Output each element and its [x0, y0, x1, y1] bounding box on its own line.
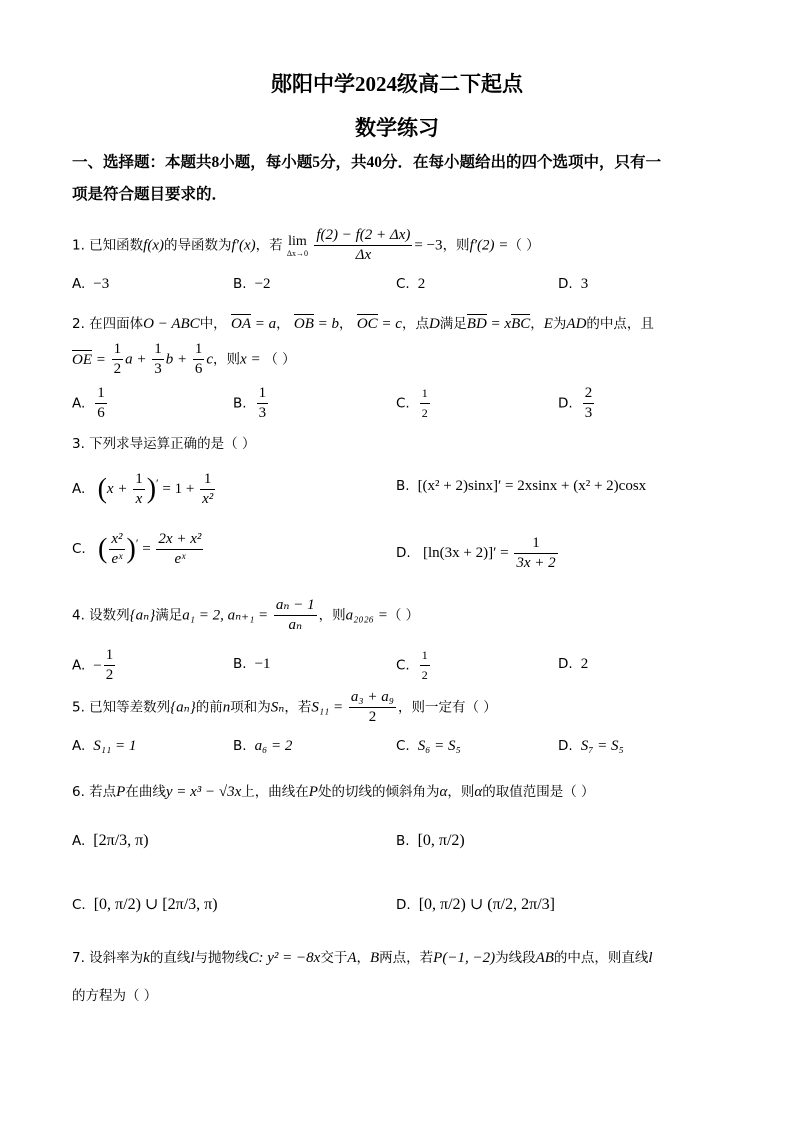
q4-option-a[interactable]: A. − $\frac{1}{2}$ [72, 647, 114, 683]
q2-option-b[interactable]: B. $\frac{1}{3}$ [233, 385, 267, 421]
q6-option-b[interactable]: B. [0, π/2) [396, 832, 465, 849]
q4-option-b[interactable]: B. −1 [233, 656, 271, 672]
q1-option-c[interactable]: C. 2 [396, 276, 426, 292]
q4-option-d[interactable]: D. 2 [558, 656, 589, 672]
school-title: 郧阳中学2024级高二下起点 [271, 72, 523, 96]
question-2-stem-line1: 2. 在四面体O − ABC中， OA = a， OB = b， OC = c，点D满足BD = xBC，E为AD的中点，且 [72, 316, 654, 332]
q3-option-d[interactable]: D. [ln(3x + 2)]′ = $\frac{1}{3x + 2}$ [396, 535, 556, 571]
q2-option-a[interactable]: A. $\frac{1}{6}$ [72, 385, 105, 421]
q1-fraction: $\frac{f(2) - f(2 + \Delta x)}{\Delta x}$ [316, 227, 411, 263]
section-heading-line2: 项是符合题目要求的． [72, 186, 228, 203]
q2-option-d[interactable]: D. $\frac{2}{3}$ [558, 385, 593, 421]
q5-option-a[interactable]: A. S₁₁ = 1 [72, 738, 137, 754]
question-5-stem: 5. 已知等差数列{aₙ}的前n项和为Sₙ，若S₁₁ = $\frac{\text{a₃ + a₉}}{2}$ ，则一定有（ ） [72, 689, 497, 725]
q3-option-a[interactable]: A. (x + $\frac{1}{x}$ )′ = 1 + $\frac{1}{\text{x²}}$ [72, 471, 214, 507]
q5-option-b[interactable]: B. a₆ = 2 [233, 738, 293, 754]
question-7-stem-line1: 7. 设斜率为k的直线l与抛物线C: y² = −8x交于A，B两点，若P(−1, −2)为线段AB的中点，则直线l [72, 950, 653, 966]
q5-option-d[interactable]: D. S₇ = S₅ [558, 738, 624, 754]
q5-option-c[interactable]: C. S₆ = S₅ [396, 738, 461, 754]
q4-option-c[interactable]: C. $\frac{1}{2}$ [396, 648, 428, 682]
q1-option-b[interactable]: B. −2 [233, 276, 271, 292]
question-1-stem: 1. 已知函数f(x)的导函数为f′(x)，若 lim Δx→0 $\frac{f(2) - f(2 + \Delta x)}{\Delta x}$ = −3，则f′(2) =（ ） [72, 227, 540, 263]
q6-option-a[interactable]: A. [2π/3, π) [72, 832, 149, 849]
q6-option-c[interactable]: C. [0, π/2) ∪ [2π/3, π) [72, 896, 218, 913]
q3-option-b[interactable]: B. [(x² + 2)sinx]′ = 2xsinx + (x² + 2)cosx [396, 478, 647, 494]
q6-option-d[interactable]: D. [0, π/2) ∪ (π/2, 2π/3] [396, 896, 555, 913]
section-heading-line1: 一、选择题：本题共8小题，每小题5分，共40分．在每小题给出的四个选项中，只有一 [72, 154, 662, 171]
q1-option-a[interactable]: A. −3 [72, 276, 110, 292]
question-2-stem-line2: OE = $\frac{1}{2}$ a + $\frac{1}{3}$ b + $\frac{1}{6}$ c，则x = （ ） [72, 341, 296, 377]
q1-option-d[interactable]: D. 3 [558, 276, 589, 292]
question-7-stem-line2: 的方程为（ ） [72, 988, 158, 1004]
q3-option-c[interactable]: C. ( $\frac{\text{x²}}{\text{eˣ}}$ )′ = $\frac{\text{2x + x²}}{\text{eˣ}}$ [72, 531, 202, 567]
question-3-stem: 3. 下列求导运算正确的是（ ） [72, 436, 256, 452]
question-4-stem: 4. 设数列{aₙ}满足a₁ = 2, aₙ₊₁ = $\frac{\text{aₙ − 1}}{\text{aₙ}}$ ，则a₂₀₂₆ =（ ） [72, 597, 420, 633]
subject-title: 数学练习 [355, 116, 439, 140]
q2-option-c[interactable]: C. $\frac{1}{2}$ [396, 386, 428, 420]
question-6-stem: 6. 若点P在曲线y = x³ − √3x上，曲线在P处的切线的倾斜角为α，则α的取值范围是（ ） [72, 784, 595, 800]
